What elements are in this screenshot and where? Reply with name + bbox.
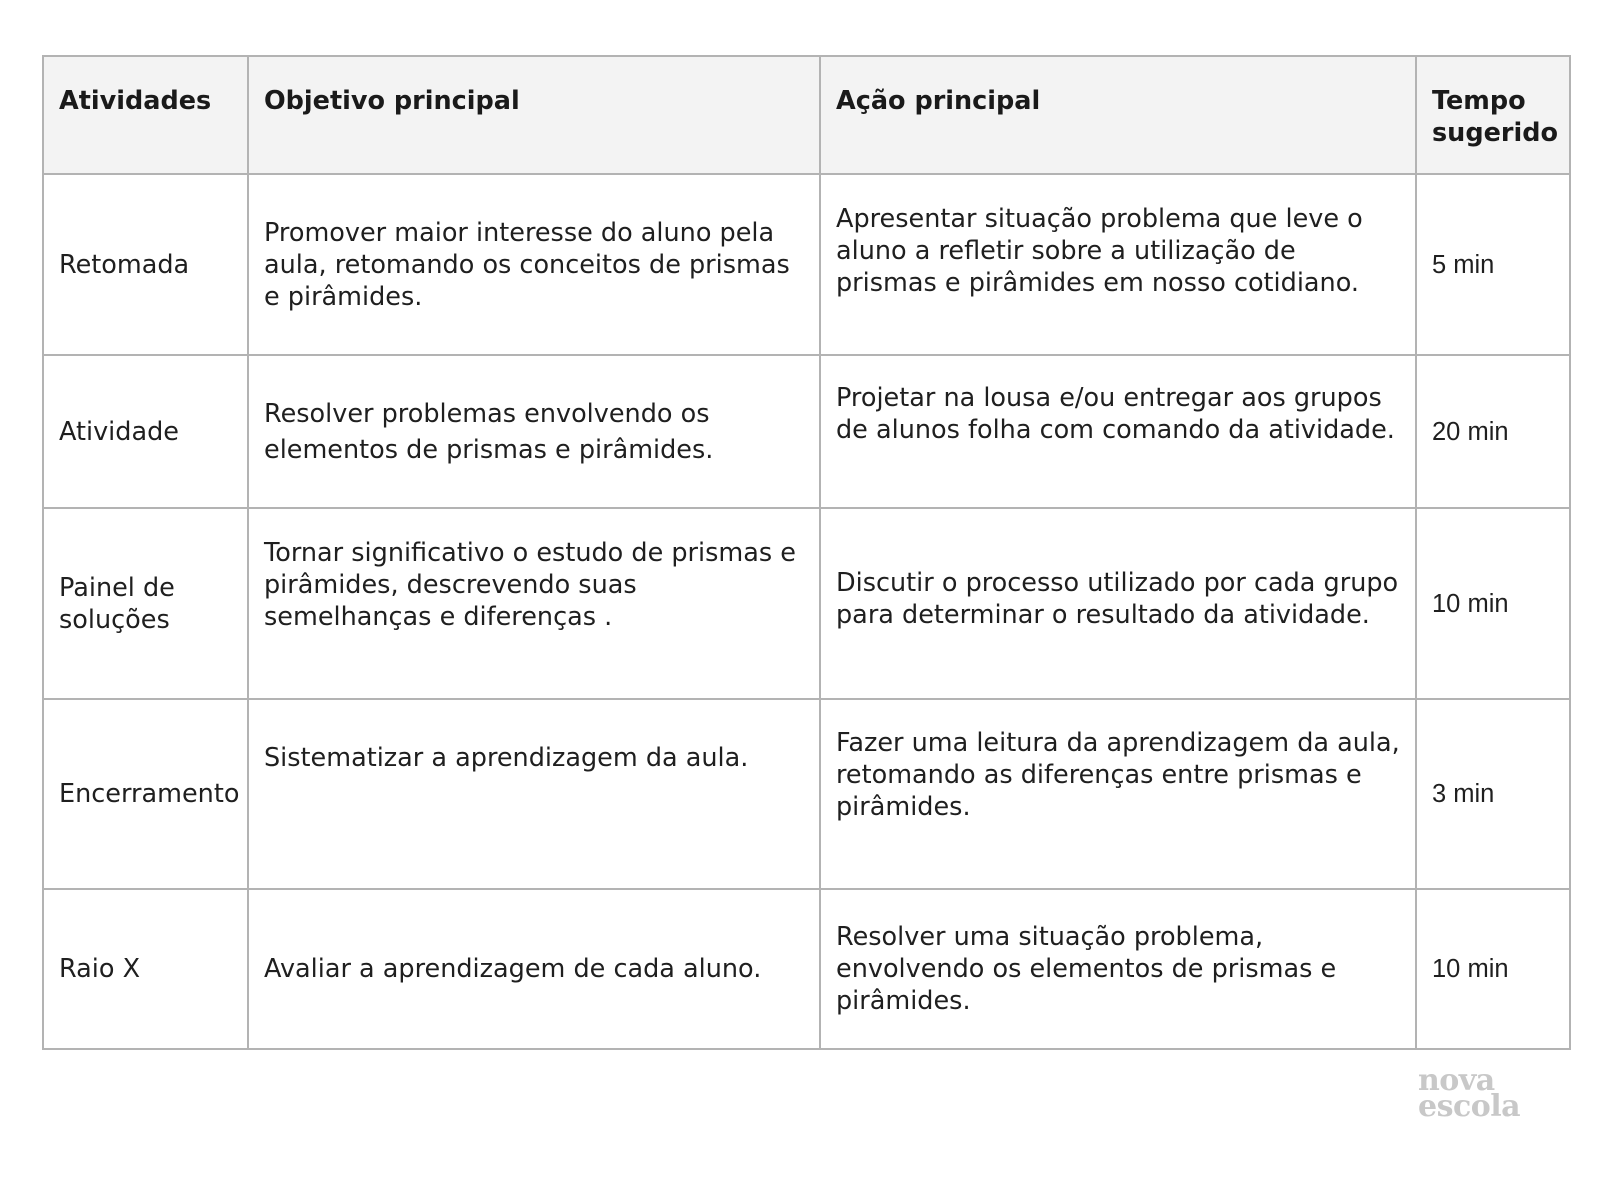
cell-objetivo: Avaliar a aprendizagem de cada aluno.	[248, 889, 820, 1049]
cell-tempo: 3 min	[1416, 699, 1570, 889]
cell-atividade: Atividade	[43, 355, 248, 508]
cell-acao: Resolver uma situação problema, envolvendo os elementos de prismas e pirâmides.	[820, 889, 1416, 1049]
logo-line2: escola	[1418, 1089, 1521, 1124]
cell-tempo: 10 min	[1416, 508, 1570, 699]
cell-atividade: Raio X	[43, 889, 248, 1049]
header-tempo-line1: Tempo	[1432, 86, 1526, 116]
cell-acao: Projetar na lousa e/ou entregar aos grupos de alunos folha com comando da atividade.	[820, 355, 1416, 508]
nova-escola-logo	[1418, 1063, 1521, 1124]
cell-tempo: 10 min	[1416, 889, 1570, 1049]
cell-objetivo: Tornar significativo o estudo de prismas e pirâmides, descrevendo suas semelhanças e diferenças .	[248, 508, 820, 699]
cell-tempo: 20 min	[1416, 355, 1570, 508]
table-row	[43, 355, 1570, 508]
table-row	[43, 508, 1570, 699]
cell-objetivo: Sistematizar a aprendizagem da aula.	[248, 699, 820, 889]
header-row	[43, 56, 1570, 174]
cell-atividade: Painel de soluções	[43, 508, 248, 699]
cell-acao: Apresentar situação problema que leve o aluno a refletir sobre a utilização de prismas e pirâmides em nosso cotidiano.	[820, 174, 1416, 355]
cell-acao: Discutir o processo utilizado por cada grupo para determinar o resultado da atividade.	[820, 508, 1416, 699]
table-row	[43, 174, 1570, 355]
lesson-plan-table	[42, 55, 1571, 1050]
header-objetivo: Objetivo principal	[248, 56, 820, 174]
cell-objetivo: Resolver problemas envolvendo os elementos de prismas e pirâmides.	[248, 355, 820, 508]
header-tempo-line2: sugerido	[1432, 118, 1558, 148]
cell-objetivo: Promover maior interesse do aluno pela aula, retomando os conceitos de prismas e pirâmides.	[248, 174, 820, 355]
header-atividades: Atividades	[43, 56, 248, 174]
cell-atividade: Retomada	[43, 174, 248, 355]
header-acao: Ação principal	[820, 56, 1416, 174]
table-row	[43, 699, 1570, 889]
cell-acao: Fazer uma leitura da aprendizagem da aula, retomando as diferenças entre prismas e pirâmides.	[820, 699, 1416, 889]
table-row	[43, 889, 1570, 1049]
cell-atividade: Encerramento	[43, 699, 248, 889]
cell-tempo: 5 min	[1416, 174, 1570, 355]
header-tempo	[1416, 56, 1570, 174]
logo-line1: nova	[1418, 1063, 1495, 1098]
